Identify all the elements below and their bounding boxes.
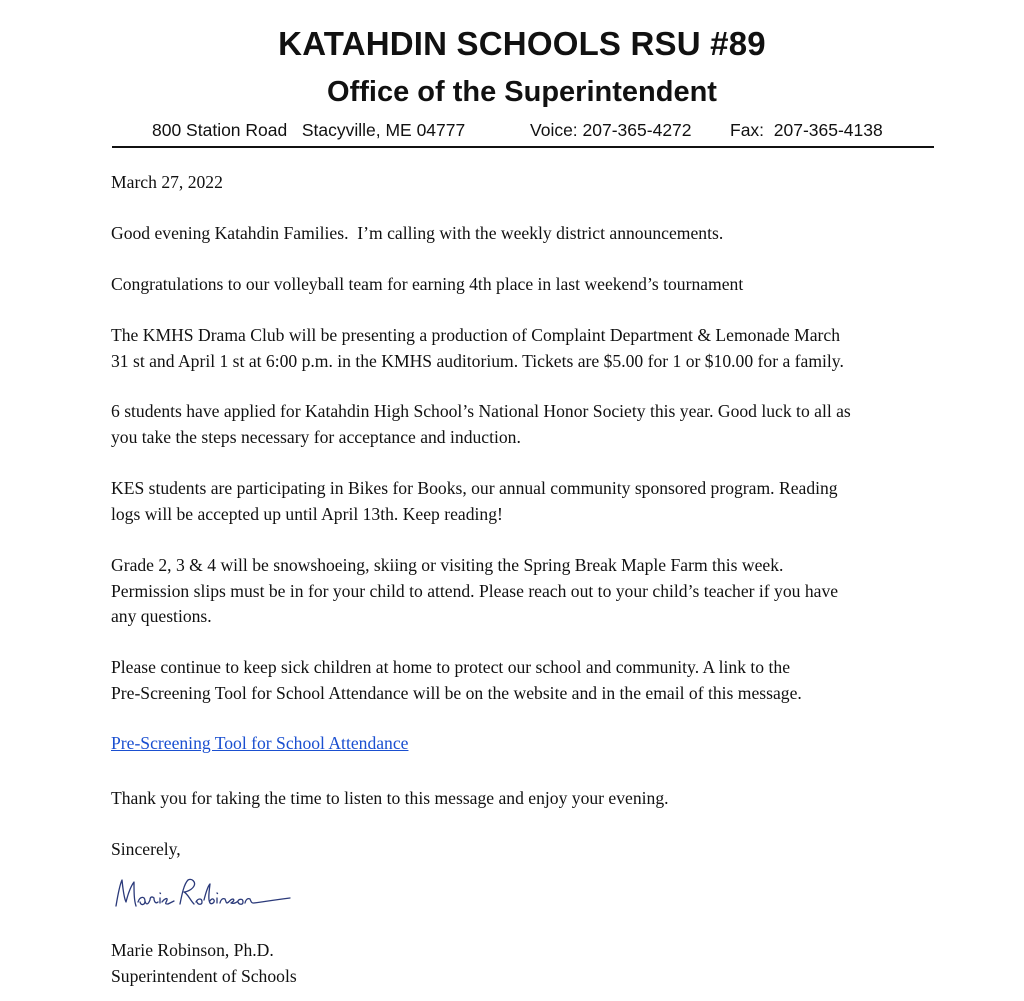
grade-line-3: any questions.: [111, 606, 212, 626]
greeting-paragraph: [111, 221, 931, 247]
nhs-line-2: you take the steps necessary for acceptance and induction.: [111, 426, 521, 447]
volleyball-paragraph: [111, 272, 931, 298]
letter-date: March 27, 2022: [111, 172, 223, 192]
nhs-paragraph: [111, 399, 931, 450]
sick-line-2: Pre-Screening Tool for School Attendance will be on the website and in the email of this message.: [111, 682, 802, 703]
drama-line-2: 31 st and April 1 st at 6:00 p.m. in the KMHS auditorium. Tickets are $5.00 for 1 or $10.00 for a family.: [111, 350, 844, 371]
address: 800 Station Road Stacyville, ME 04777: [152, 120, 466, 140]
office-name: Office of the Superintendent: [327, 76, 717, 108]
kes-line-1: KES students are participating in Bikes for Books, our annual community sponsored program. Reading: [111, 478, 838, 498]
closing: Sincerely,: [111, 839, 181, 859]
handwritten-signature: [112, 872, 312, 918]
nhs-line-1: 6 students have applied for Katahdin High School’s National Honor Society this year. Good luck to all as: [111, 401, 851, 421]
signer-name: Marie Robinson, Ph.D.: [111, 940, 274, 960]
org-name: KATAHDIN SCHOOLS RSU #89: [278, 25, 766, 62]
fax-number: Fax: 207-365-4138: [730, 120, 883, 140]
voice-phone: Voice: 207-365-4272: [530, 120, 692, 140]
grade-line-2: Permission slips must be in for your child to attend. Please reach out to your child’s teacher if you have: [111, 580, 839, 601]
sick-paragraph: [111, 655, 931, 706]
drama-paragraph: [111, 323, 931, 374]
grade-paragraph: [111, 553, 931, 630]
thanks-line: Thank you for taking the time to listen to this message and enjoy your evening.: [111, 788, 669, 808]
kes-line-2: logs will be accepted up until April 13th. Keep reading!: [111, 503, 503, 524]
signer-block: [111, 938, 931, 989]
greeting-line: Good evening Katahdin Families. I’m calling with the weekly district announcements.: [111, 223, 724, 243]
thanks-paragraph: [111, 786, 931, 812]
sick-line-1: Please continue to keep sick children at home to protect our school and community. A link to the: [111, 657, 790, 677]
volleyball-line: Congratulations to our volleyball team for earning 4th place in last weekend’s tournament: [111, 274, 744, 294]
kes-paragraph: [111, 476, 931, 527]
contact-line: [112, 116, 934, 148]
signer-title: Superintendent of Schools: [111, 965, 297, 986]
pre-screening-link[interactable]: Pre-Screening Tool for School Attendance: [111, 733, 409, 753]
grade-line-1: Grade 2, 3 & 4 will be snowshoeing, skiing or visiting the Spring Break Maple Farm this week.: [111, 555, 784, 575]
link-paragraph: [111, 731, 931, 757]
drama-line-1: The KMHS Drama Club will be presenting a production of Complaint Department & Lemonade March: [111, 325, 840, 345]
